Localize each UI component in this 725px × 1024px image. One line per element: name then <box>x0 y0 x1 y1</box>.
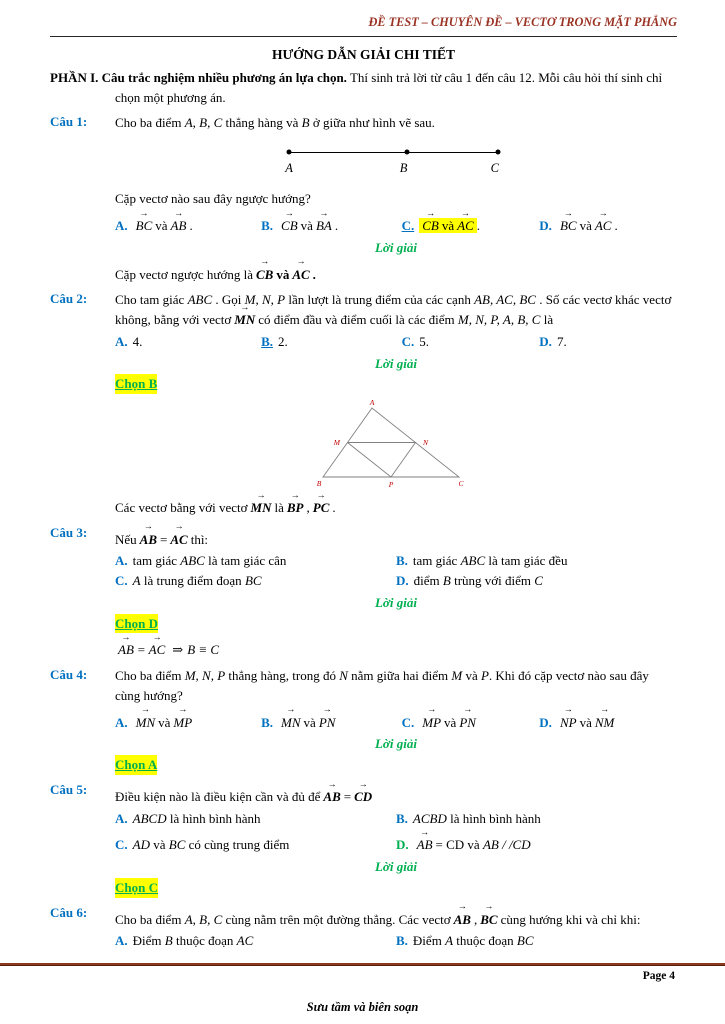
q1-figure-collinear-points <box>287 145 499 187</box>
text-segment: là <box>540 312 554 328</box>
text-segment: . <box>332 499 336 515</box>
question-5-options <box>115 809 677 856</box>
math-text: BC <box>168 837 186 853</box>
question-2-option-d <box>539 332 677 352</box>
text-segment: có điểm đầu và điểm cuối là các điểm <box>258 312 458 328</box>
text-segment: Cho ba điểm <box>115 668 185 684</box>
vector-cb: CB → <box>256 265 273 285</box>
option-text: 4. <box>132 333 143 349</box>
text-segment: và <box>303 714 316 730</box>
text-segment: lần lượt là trung điểm của các cạnh <box>285 292 475 308</box>
math-text: B ≡ C <box>187 642 220 658</box>
question-1-prompt: Cặp vectơ nào sau đây ngược hướng? <box>115 191 311 207</box>
text-segment: . <box>312 266 316 282</box>
question-2-options <box>115 332 677 352</box>
option-label: B. <box>396 810 408 826</box>
text-segment: cùng nằm trên một đường thẳng. Các vectơ <box>222 911 451 927</box>
text-segment: và <box>155 218 168 234</box>
question-5-content <box>115 780 677 899</box>
question-5-text <box>115 787 677 807</box>
equals-sign: = <box>343 788 352 804</box>
question-3-options <box>115 551 677 591</box>
text-segment: thì: <box>190 531 209 547</box>
question-1-options <box>115 216 677 236</box>
question-1-option-d <box>539 216 677 236</box>
option-label: B. <box>396 553 408 569</box>
text-segment: Cho tam giác <box>115 292 188 308</box>
math-text: B <box>442 573 451 589</box>
page-header <box>50 13 677 37</box>
option-label: D. <box>539 218 552 234</box>
math-text: ABC <box>180 553 205 569</box>
point-label-a: A <box>285 161 293 176</box>
text-segment: là trung điểm đoạn <box>140 573 245 589</box>
vector-ac: AC → <box>170 530 187 550</box>
text-segment: . <box>334 218 339 234</box>
question-2-content <box>115 289 677 518</box>
vector-bc: BC → <box>136 216 153 236</box>
triangle-label-n: N <box>423 438 429 448</box>
text-segment: nằm giữa hai điểm <box>347 668 452 684</box>
question-1-text <box>115 113 677 133</box>
question-6-option-a <box>115 931 396 951</box>
text-segment: là tam giác đều <box>485 553 568 569</box>
math-text: ABC <box>187 292 213 308</box>
text-segment: có cùng trung điểm <box>185 837 290 853</box>
question-5-option-c <box>115 835 396 855</box>
math-text: N <box>339 668 348 684</box>
math-text: AB, AC, BC <box>474 292 536 308</box>
triangle-label-a: A <box>369 398 375 408</box>
triangle-label-m: M <box>333 438 340 448</box>
math-text: ABCD <box>132 810 167 826</box>
answer-line <box>115 755 677 775</box>
highlighted-answer <box>419 218 477 233</box>
question-4 <box>50 665 677 776</box>
question-5-number: Câu 5: <box>50 781 88 797</box>
text-segment: Cho ba điểm <box>115 114 185 130</box>
math-text: C <box>534 573 543 589</box>
math-text: A <box>132 573 141 589</box>
option-label: A. <box>115 553 128 569</box>
text-segment: . Số các vectơ khác vectơ không, bằng với vectơ <box>115 292 672 328</box>
option-label-underlined: C. <box>401 218 415 234</box>
option-label: D. <box>396 573 409 589</box>
text-segment: và <box>579 218 592 234</box>
text-segment: . Khi đó cặp vectơ nào sau đây cùng hướng? <box>115 668 649 703</box>
math-text: B <box>164 933 173 949</box>
option-label: C. <box>401 714 415 730</box>
answer-choice-badge: Chọn D <box>115 614 158 634</box>
question-1-solution <box>115 265 677 285</box>
text-segment: và <box>276 266 290 282</box>
vector-mn: MN → <box>136 713 156 733</box>
answer-choice-badge: Chọn C <box>115 878 158 898</box>
question-5-option-d <box>396 835 677 855</box>
option-label: A. <box>115 333 128 349</box>
math-text: ABC <box>460 553 486 569</box>
question-4-options <box>115 713 677 733</box>
question-1-content <box>115 112 677 286</box>
part-1-heading: PHẦN I. Câu trắc nghiệm nhiều phương án lựa chọn. <box>50 70 347 86</box>
question-6 <box>50 903 677 954</box>
answer-line <box>115 374 677 394</box>
text-segment: là tam giác cân <box>204 553 287 569</box>
option-label: A. <box>115 218 128 234</box>
math-text: A, B, C <box>184 911 223 927</box>
page-footer <box>0 963 725 1017</box>
question-3-option-c <box>115 571 396 591</box>
vector-ac: AC → <box>595 216 612 236</box>
footer-note: Sưu tầm và biên soạn <box>306 1000 419 1014</box>
question-5-option-a <box>115 809 396 829</box>
option-text: 7. <box>556 333 567 349</box>
vector-mn: MN → <box>281 713 301 733</box>
option-label: B. <box>261 714 274 730</box>
math-text: A <box>445 933 454 949</box>
option-label: B. <box>396 933 408 949</box>
answer-line <box>115 878 677 898</box>
point-label-c: C <box>490 161 499 176</box>
vector-ab: AB → <box>118 640 134 660</box>
vector-ab: AB → <box>140 530 157 550</box>
text-segment: thuộc đoạn <box>453 933 517 949</box>
triangle-labels <box>317 398 465 489</box>
line-segment <box>287 152 499 153</box>
triangle-label-b: B <box>316 479 322 489</box>
vector-pn: PN → <box>319 713 336 733</box>
text-segment: , <box>306 499 310 515</box>
vector-ba: BA → <box>316 216 332 236</box>
vector-nm: NM → <box>595 713 615 733</box>
text-segment: và <box>158 714 171 730</box>
part-1-intro <box>50 68 677 108</box>
text-segment: Nếu <box>115 531 137 547</box>
implies-symbol: ⇒ <box>172 642 184 658</box>
question-4-option-a <box>115 713 261 733</box>
text-segment: tam giác <box>412 553 461 569</box>
equals-sign: = <box>136 642 146 658</box>
math-text: P <box>480 668 489 684</box>
question-2 <box>50 289 677 518</box>
point-dot-c <box>495 150 500 155</box>
text-segment: và <box>462 668 481 684</box>
math-text: = CD và <box>435 837 483 853</box>
solution-heading: Lời giải <box>374 355 417 371</box>
text-segment: Điểm <box>412 933 446 949</box>
q2-figure-triangle <box>315 398 677 496</box>
vector-bc: BC → <box>560 216 577 236</box>
math-text: M, N, P <box>244 292 286 308</box>
triangle-label-c: C <box>458 479 464 489</box>
question-6-content <box>115 903 677 954</box>
solution-heading: Lời giải <box>374 239 417 255</box>
option-label: B. <box>261 218 274 234</box>
answer-choice-badge: Chọn B <box>115 374 157 394</box>
question-4-option-b <box>261 713 402 733</box>
option-text: 2. <box>278 333 288 349</box>
text-segment: điểm <box>413 573 443 589</box>
point-dot-a <box>287 150 292 155</box>
vector-cb: CB → <box>422 216 439 236</box>
answer-line <box>115 614 677 634</box>
question-3 <box>50 523 677 662</box>
question-1-option-b <box>261 216 402 236</box>
math-text: M, N, P, A, B, C <box>457 312 541 328</box>
vector-mp: MP → <box>173 713 192 733</box>
page-title: HƯỚNG DẪN GIẢI CHI TIẾT <box>271 46 456 62</box>
solution-heading: Lời giải <box>374 859 417 875</box>
text-segment: ở giữa như hình vẽ sau. <box>309 114 435 130</box>
text-segment: Điều kiện nào là điều kiện cần và đủ để <box>115 788 321 804</box>
text-segment: . Gọi <box>212 292 245 308</box>
question-2-solution <box>115 498 677 518</box>
vector-bp: BP → <box>287 498 304 518</box>
option-label: D. <box>396 837 409 853</box>
option-label-underlined: B. <box>261 333 274 349</box>
question-4-number: Câu 4: <box>50 667 88 683</box>
question-3-number: Câu 3: <box>50 524 88 540</box>
header-divider <box>50 36 677 37</box>
vector-pn: PN → <box>459 713 476 733</box>
point-label-b: B <box>399 161 408 176</box>
option-label: C. <box>115 837 128 853</box>
vector-bc: BC → <box>480 910 497 930</box>
question-5-option-b <box>396 809 677 829</box>
text-segment: cùng hướng khi và chỉ khi: <box>500 911 641 927</box>
text-segment: , <box>473 911 478 927</box>
vector-mn: MN → <box>234 310 255 330</box>
option-label: C. <box>115 573 128 589</box>
text-segment: là <box>274 499 284 515</box>
question-5 <box>50 780 677 899</box>
text-segment: và <box>149 837 169 853</box>
vector-mn: MN → <box>251 498 272 518</box>
equals-sign: = <box>160 531 168 547</box>
text-segment: thẳng hàng và <box>222 114 302 130</box>
text-segment: và <box>444 714 457 730</box>
triangle-abc-svg <box>315 398 465 490</box>
option-label: D. <box>539 333 552 349</box>
option-label: A. <box>115 810 128 826</box>
question-4-text <box>115 666 677 706</box>
question-1-option-c <box>402 216 540 236</box>
question-3-content <box>115 523 677 662</box>
option-label: C. <box>401 333 415 349</box>
vector-mp: MP → <box>422 713 441 733</box>
vector-ac: AC → <box>457 216 474 236</box>
question-6-options <box>115 931 677 951</box>
answer-choice-badge: Chọn A <box>115 755 157 775</box>
question-3-text <box>115 530 677 550</box>
text-segment: Cho ba điểm <box>115 911 185 927</box>
question-3-option-b <box>396 551 677 571</box>
math-text: A, B, C <box>184 114 223 130</box>
point-dot-b <box>404 150 409 155</box>
text-segment: trùng với điểm <box>450 573 535 589</box>
page-number: Page 4 <box>642 969 675 982</box>
triangle-lines <box>323 408 459 477</box>
math-text: BC <box>516 933 534 949</box>
math-text: BC <box>244 573 262 589</box>
vector-pc: PC → <box>313 498 330 518</box>
part-1-text: Thí sinh trả lời từ câu 1 đến câu 12. Mỗi câu hỏi thí sinh chỉ chọn một phương án. <box>115 70 663 105</box>
header-title: ĐỀ TEST – CHUYÊN ĐỀ – VECTƠ TRONG MẶT PHẲNG <box>368 15 677 29</box>
question-2-number: Câu 2: <box>50 291 88 307</box>
question-3-solution <box>115 640 677 660</box>
text-segment: Điểm <box>132 933 165 949</box>
text-segment: Cặp vectơ ngược hướng là <box>115 266 253 282</box>
vector-ab: AB → <box>323 787 340 807</box>
vector-ac: AC → <box>149 640 166 660</box>
solution-heading: Lời giải <box>374 736 417 752</box>
solution-heading: Lời giải <box>374 594 417 610</box>
question-6-option-b <box>396 931 677 951</box>
text-segment: và <box>579 714 592 730</box>
vector-np: NP → <box>560 713 577 733</box>
math-text: AB / /CD <box>482 837 531 853</box>
math-text: M, N, P <box>184 668 226 684</box>
question-4-option-d <box>539 713 677 733</box>
text-segment: là hình bình hành <box>166 810 261 826</box>
math-text: M <box>451 668 463 684</box>
option-label: A. <box>115 933 128 949</box>
question-3-option-d <box>396 571 677 591</box>
vector-ab: AB → <box>417 835 433 855</box>
question-1 <box>50 112 677 286</box>
question-1-number: Câu 1: <box>50 113 88 129</box>
question-2-text <box>115 290 677 330</box>
text-segment: và <box>300 218 313 234</box>
triangle-label-p: P <box>388 480 394 490</box>
question-6-number: Câu 6: <box>50 904 88 920</box>
question-1-option-a <box>115 216 261 236</box>
text-segment: thuộc đoạn <box>172 933 237 949</box>
question-4-option-c <box>402 713 540 733</box>
option-label: A. <box>115 714 128 730</box>
vector-ac: AC → <box>292 265 309 285</box>
text-segment: . <box>189 218 193 234</box>
text-segment: Các vectơ bằng với vectơ <box>115 499 248 515</box>
text-segment: tam giác <box>132 553 181 569</box>
math-text: ACBD <box>412 810 447 826</box>
math-text: B <box>301 114 310 130</box>
option-label: D. <box>539 714 552 730</box>
question-2-option-b <box>261 332 402 352</box>
vector-cd: CD → <box>354 787 372 807</box>
text-segment: và <box>441 218 455 234</box>
question-3-option-a <box>115 551 396 571</box>
text-segment: là hình bình hành <box>446 810 541 826</box>
question-4-content <box>115 665 677 776</box>
math-text: AD <box>132 837 150 853</box>
option-text: 5. <box>419 333 429 349</box>
question-6-text <box>115 910 677 930</box>
vector-cb: CB → <box>281 216 298 236</box>
vector-ab: AB → <box>171 216 187 236</box>
question-2-option-a <box>115 332 261 352</box>
math-text: AC <box>236 933 254 949</box>
text-segment: . <box>614 218 618 234</box>
text-segment: . <box>476 218 481 234</box>
text-segment: thẳng hàng, trong đó <box>225 668 340 684</box>
question-2-option-c <box>402 332 540 352</box>
vector-ab: AB → <box>454 910 471 930</box>
